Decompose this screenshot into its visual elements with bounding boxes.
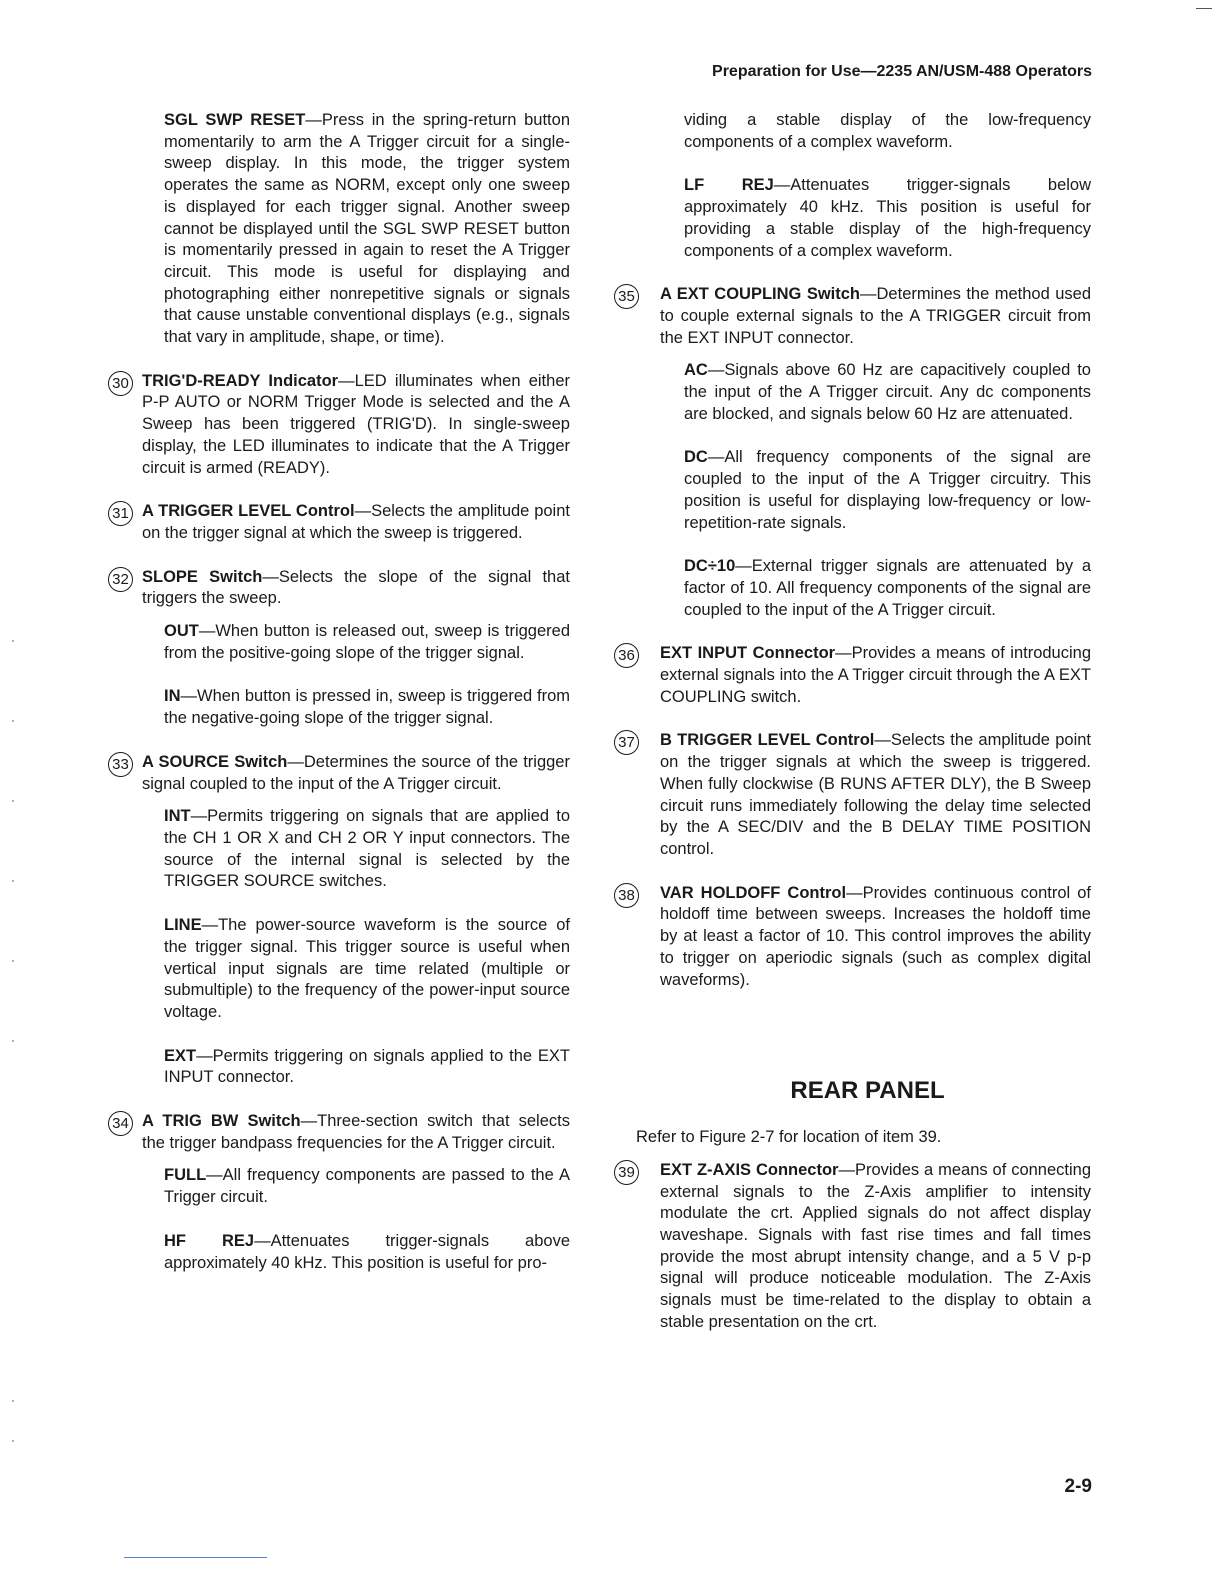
coupling-dc10-paragraph: DC÷10—External trigger signals are attenuated by a factor of 10. All frequency components of the signal are coupled to the input of the A Trigger circuit.	[684, 557, 1091, 619]
item-36: 36 EXT INPUT Connector—Provides a means of introducing external signals into the A Trigger circuit through the A EXT COUPLING switch.	[614, 643, 1091, 708]
hfrej-continued-paragraph: viding a stable display of the low-frequency components of a complex waveform.	[684, 111, 1091, 151]
trig-bw-full-paragraph: FULL—All frequency components are passed to the A Trigger circuit.	[164, 1166, 570, 1207]
item-32: 32 SLOPE Switch—Selects the slope of the signal that triggers the sweep.	[108, 567, 570, 610]
source-ext-paragraph: EXT—Permits triggering on signals applied to the EXT INPUT connector.	[164, 1046, 570, 1087]
coupling-ac-paragraph: AC—Signals above 60 Hz are capacitively coupled to the input of the A Trigger circuit. Any dc components are blocked, and signals below 60 Hz are attenuated.	[684, 361, 1091, 423]
source-line-paragraph: LINE—The power-source waveform is the source of the trigger signal. This trigger source is useful when vertical input signals are time related (multiple or submultiple) to the frequency of the power-input source voltage.	[164, 916, 570, 1021]
item-37: 37 B TRIGGER LEVEL Control—Selects the amplitude point on the trigger signals at which the sweep is triggered. When fully clockwise (B RUNS AFTER DLY), the B Sweep circuit runs immediately following the delay time selected by the A SEC/DIV and the B DELAY TIME POSITION control.	[614, 730, 1091, 860]
trig-bw-hfrej-paragraph: HF REJ—Attenuates trigger-signals above approximately 40 kHz. This position is useful for pro-	[164, 1231, 570, 1272]
item-number-39: 39	[614, 1160, 639, 1185]
rear-panel-refer-text: Refer to Figure 2-7 for location of item 39.	[636, 1128, 942, 1147]
scan-mark	[12, 960, 14, 962]
item-34: 34 A TRIG BW Switch—Three-section switch that selects the trigger bandpass frequencies for the A Trigger circuit.	[108, 1111, 570, 1154]
corner-mark	[1196, 8, 1212, 9]
scan-mark	[12, 880, 14, 882]
rear-panel-heading: REAR PANEL	[790, 1077, 945, 1105]
item-33: 33 A SOURCE Switch—Determines the source of the trigger signal coupled to the input of the A Trigger circuit.	[108, 752, 570, 795]
item-number-33: 33	[108, 752, 133, 777]
footer-rule	[124, 1557, 267, 1558]
item-31: 31 A TRIGGER LEVEL Control—Selects the amplitude point on the trigger signal at which the sweep is triggered.	[108, 501, 570, 544]
item-38: 38 VAR HOLDOFF Control—Provides continuous control of holdoff time between sweeps. Increases the holdoff time by at least a factor of 10. This control improves the ability to trigger on aperiodic signals (such as complex digital waveforms).	[614, 883, 1091, 992]
item-number-35: 35	[614, 284, 639, 309]
source-int-paragraph: INT—Permits triggering on signals that are applied to the CH 1 OR X and CH 2 OR Y input connectors. The source of the internal signal is selected by the TRIGGER SOURCE switches.	[164, 807, 570, 891]
scan-mark	[12, 640, 14, 642]
coupling-dc-paragraph: DC—All frequency components of the signal are coupled to the input of the A Trigger circuitry. This position is useful for displaying low-frequency or low-repetition-rate signals.	[684, 448, 1091, 532]
left-column	[108, 110, 570, 1274]
scan-mark	[12, 1440, 14, 1442]
item-39: 39 EXT Z-AXIS Connector—Provides a means of connecting external signals to the Z-Axis amplifier to intensity modulate the crt. Applied signals do not affect display waveshape. Signals with fast rise times and fall times provide the most abrupt intensity change, and a 5 V p-p signal will produce noticeable modulation. The Z-Axis signals must be time-related to the display to obtain a stable presentation on the crt.	[614, 1160, 1091, 1334]
item-number-30: 30	[108, 371, 133, 396]
right-column	[614, 110, 1091, 1334]
slope-out-paragraph: OUT—When button is released out, sweep is triggered from the positive-going slope of the trigger signal.	[164, 622, 570, 662]
scan-mark	[12, 1040, 14, 1042]
sgl-swp-reset-paragraph: SGL SWP RESET—Press in the spring-return button momentarily to arm the A Trigger circuit for a single-sweep display. In this mode, the trigger system operates the same as NORM, except only one sweep is displayed for each trigger signal. Another sweep cannot be displayed until the SGL SWP RESET button is momentarily pressed in again to reset the A Trigger circuit. This mode is useful for displaying and photographing either nonrepetitive signals or signals that cause unstable conventional displays (e.g., signals that vary in amplitude, shape, or time).	[164, 111, 570, 347]
trig-bw-lfrej-paragraph: LF REJ—Attenuates trigger-signals below approximately 40 kHz. This position is useful for providing a stable display of the high-frequency components of a complex waveform.	[684, 176, 1091, 260]
item-35: 35 A EXT COUPLING Switch—Determines the method used to couple external signals to the A TRIGGER circuit from the EXT INPUT connector.	[614, 284, 1091, 349]
item-number-37: 37	[614, 730, 639, 755]
scan-mark	[12, 800, 14, 802]
item-30: 30 TRIG'D-READY Indicator—LED illuminates when either P-P AUTO or NORM Trigger Mode is selected and the A Sweep has been triggered (TRIG'D). In single-sweep display, the LED illuminates to indicate that the A Trigger circuit is armed (READY).	[108, 371, 570, 480]
slope-in-paragraph: IN—When button is pressed in, sweep is triggered from the negative-going slope of the trigger signal.	[164, 687, 570, 728]
item-number-38: 38	[614, 883, 639, 908]
item-number-32: 32	[108, 567, 133, 592]
item-number-31: 31	[108, 501, 133, 526]
scan-mark	[12, 1400, 14, 1402]
page-header: Preparation for Use—2235 AN/USM-488 Operators	[712, 63, 1092, 80]
scan-mark	[12, 720, 14, 722]
item-number-34: 34	[108, 1111, 133, 1136]
page-number: 2-9	[1064, 1476, 1092, 1497]
item-number-36: 36	[614, 643, 639, 668]
